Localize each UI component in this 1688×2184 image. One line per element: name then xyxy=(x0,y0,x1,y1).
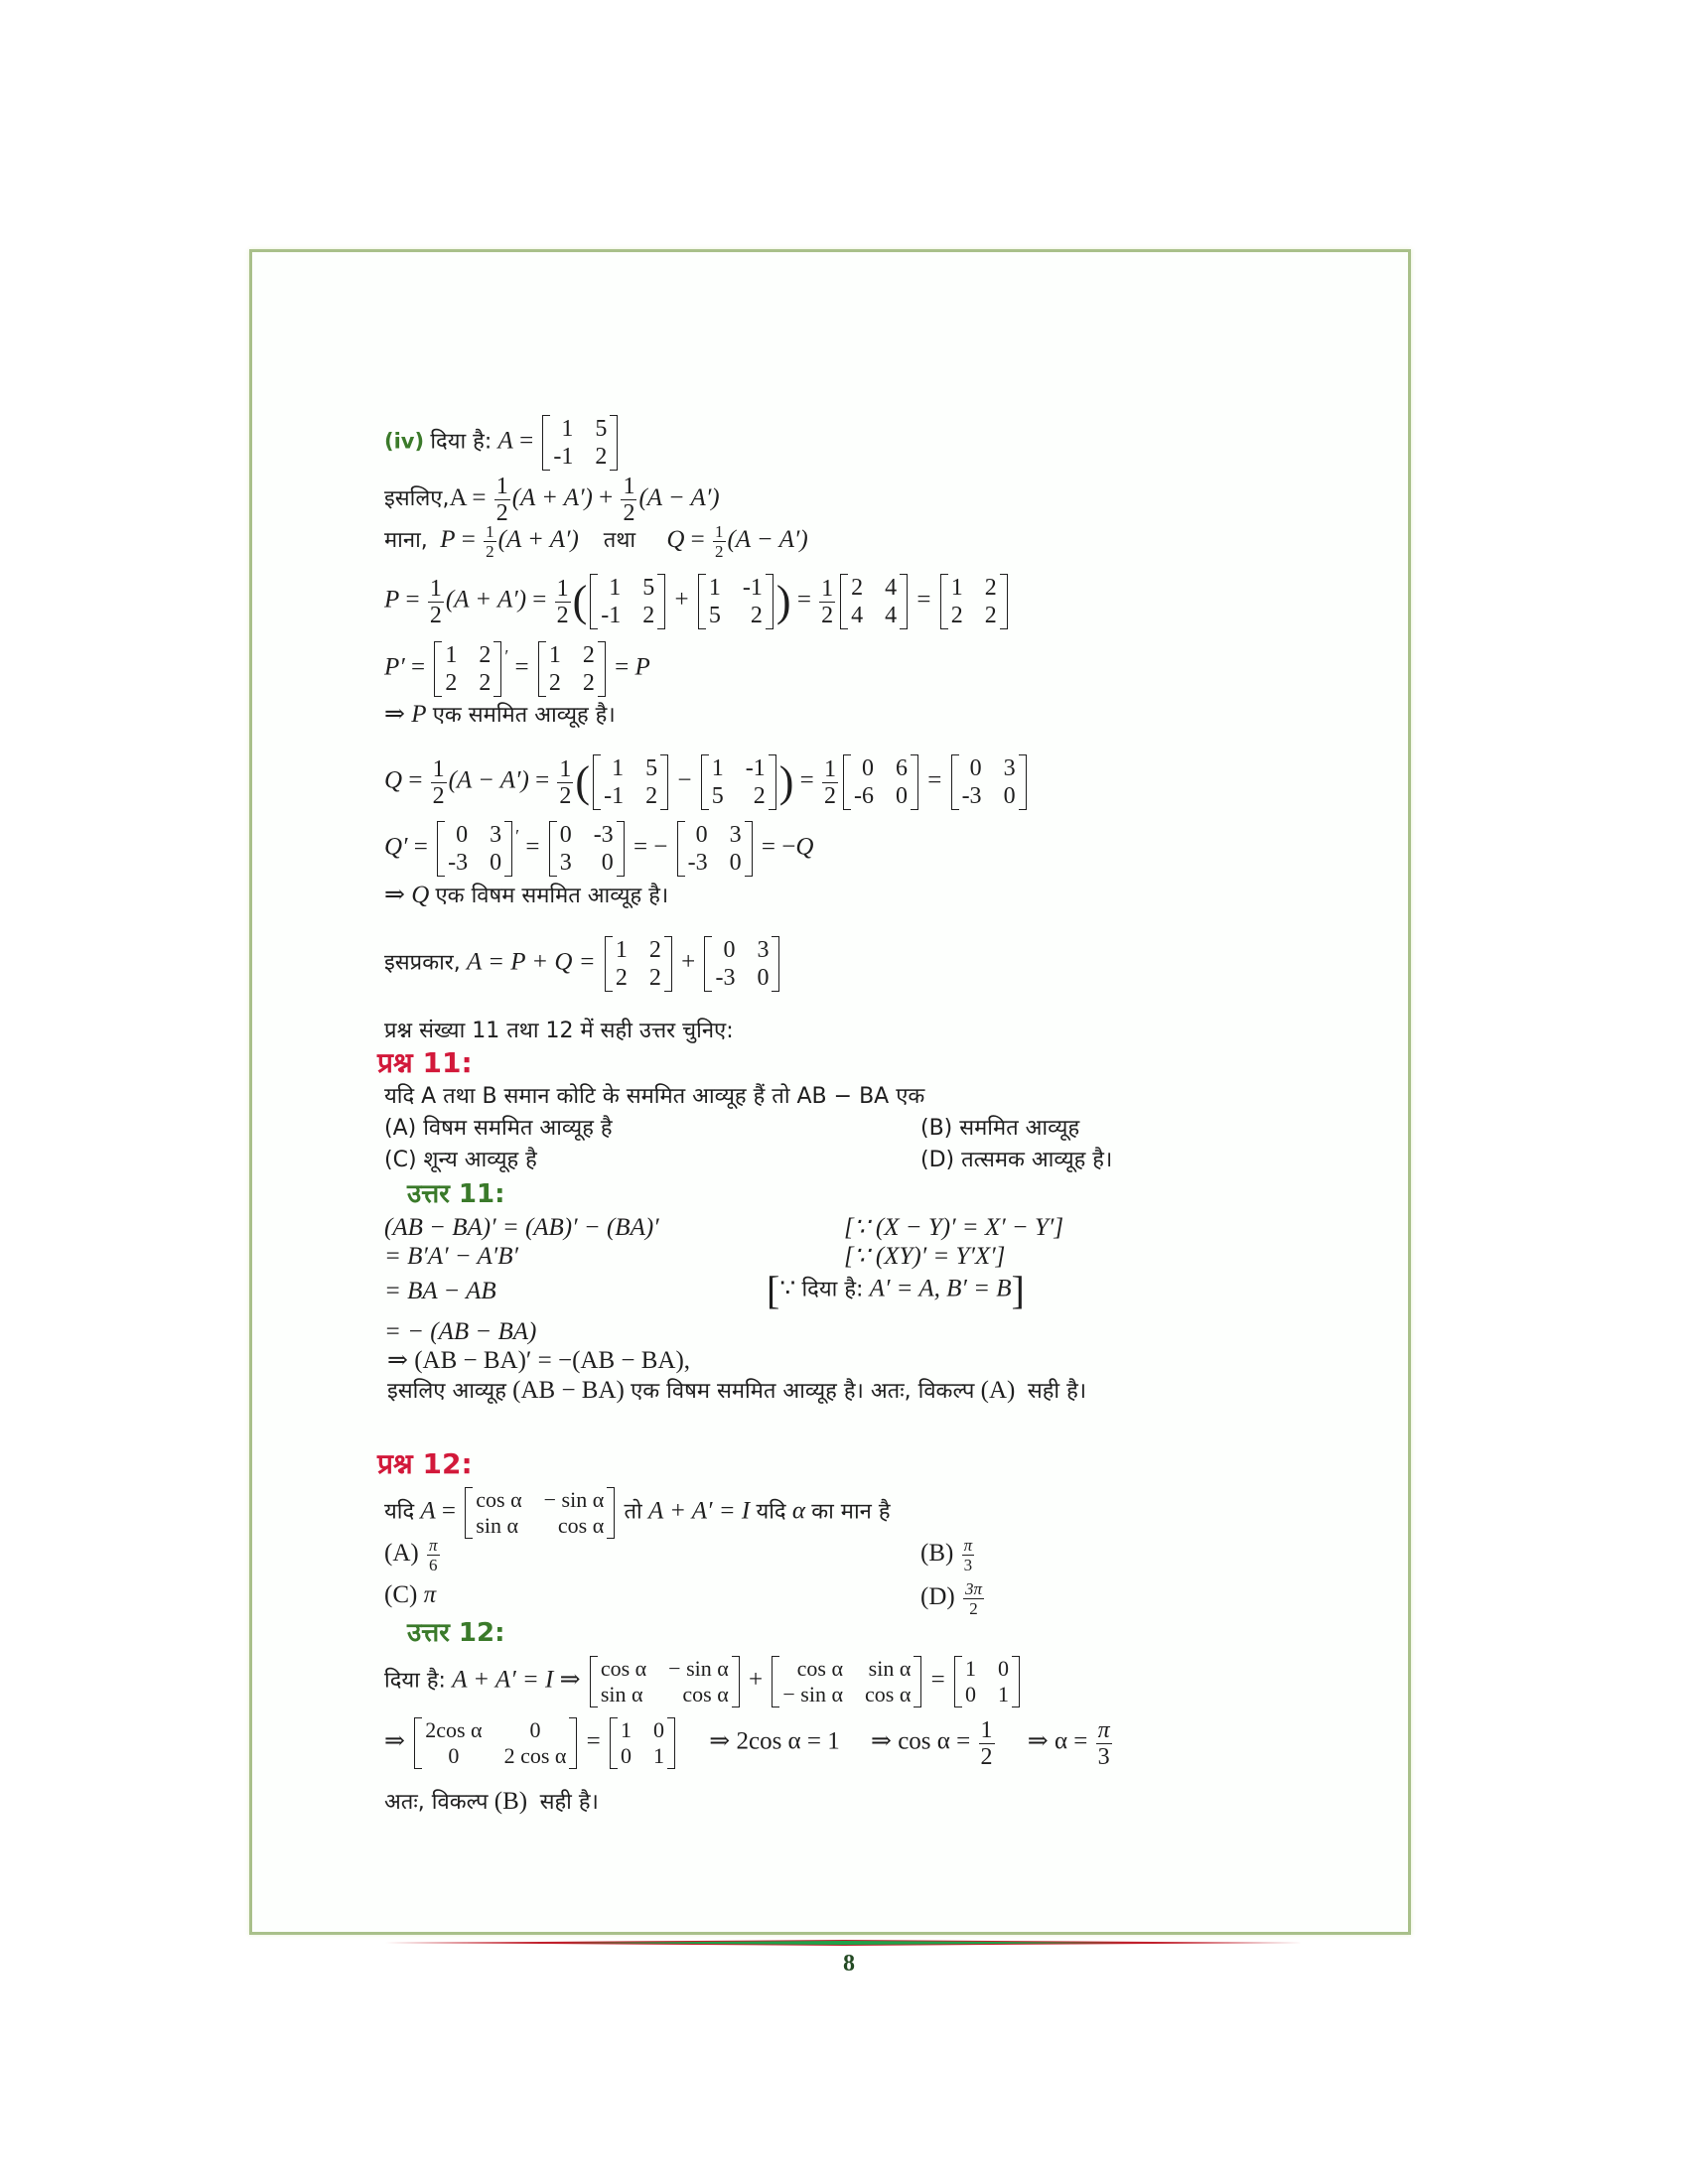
Q-skew-line: ⇒ Q एक विषम सममित आव्यूह है। xyxy=(384,882,669,908)
Q-calculation: Q = $\frac{1}{2}$ (A − A′) = $\frac{1}{2}$ ( 1 5 -1 2 − 1 -1 5 2 ) = $\frac{1}{2}$ 0 6 -6 0 = 0 3 -3 0 xyxy=(384,754,1030,810)
and-text: तथा xyxy=(603,528,636,554)
thus-text: इसप्रकार, xyxy=(384,950,461,976)
part-iv-label: (iv) xyxy=(384,429,425,454)
a12-steps-line: ⇒ 2cos α 0 0 2 cos α = 1 0 0 1 ⇒ 2cos α = 1 ⇒ cos α = $\frac{1}{2}$ ⇒ α = $\frac{\pi}{3}$ xyxy=(384,1716,1110,1770)
final-sum-line: इसप्रकार, A = P + Q = 1 2 2 2 + 0 3 -3 0 xyxy=(384,936,782,992)
P-symmetric-text: एक सममित आव्यूह है। xyxy=(432,703,616,728)
q11-option-b: (B) सममित आव्यूह xyxy=(920,1116,1080,1141)
q12-option-c: (C) π xyxy=(384,1581,437,1608)
instruction-text: प्रश्न संख्या 11 तथा 12 में सही उत्तर चुनिए: xyxy=(384,1019,734,1043)
let-text: माना, xyxy=(384,528,428,554)
given-text: दिया है: xyxy=(430,429,492,455)
a11-step-1: (AB − BA)′ = (AB)′ − (BA)′ xyxy=(384,1214,659,1241)
a11-reason-1: [∵ (X − Y)′ = X′ − Y′] xyxy=(844,1214,1064,1241)
Q-transpose-line: Q′ = 0 3 -3 0 ′ = 0 -3 3 0 = − 0 3 -3 0 = −Q xyxy=(384,822,814,876)
P-calculation: P = $\frac{1}{2}$ (A + A′) = $\frac{1}{2}$ ( 1 5 -1 2 + 1 -1 5 2 ) = $\frac{1}{2}$ 2 4 4 4 = 1 2 2 2 xyxy=(384,574,1011,629)
decomposition-line: इसलिए,A = $\frac{1}{2}$ (A + A′) + $\frac{1}{2}$ (A − A′) xyxy=(384,474,720,526)
a12-conclusion: अतः, विकल्प (B) सही है। xyxy=(384,1788,599,1815)
question-12-heading: प्रश्न 12: xyxy=(377,1447,473,1480)
let-line: माना, P = $\frac{1}{2}$ (A + A′) तथा Q = $\frac{1}{2}$ (A − A′) xyxy=(384,522,808,561)
question-11-heading: प्रश्न 11: xyxy=(377,1046,473,1079)
a11-reason-3: [∵ दिया है: A′ = A, B′ = B] xyxy=(767,1268,1025,1312)
answer-11-heading: उत्तर 11: xyxy=(407,1179,505,1209)
footer-rule xyxy=(385,1940,1303,1946)
q11-option-c: (C) शून्य आव्यूह है xyxy=(384,1148,537,1172)
P-transpose-line: P′ = 1 2 2 2 ′ = 1 2 2 2 = P xyxy=(384,642,650,696)
question-11-text: यदि A तथा B समान कोटि के सममित आव्यूह हैं तो AB − BA एक xyxy=(384,1084,925,1109)
a12-given-line: दिया है: A + A′ = I ⇒ cos α − sin α sin α cos α + cos α sin α − sin α cos α = 1 0 0 1 xyxy=(384,1656,1023,1707)
matrix-A: 1 5 -1 2 xyxy=(542,415,618,471)
Q-skew-text: एक विषम सममित आव्यूह है। xyxy=(435,884,669,908)
question-12-text: यदि A = cos α − sin α sin α cos α तो A + A′ = I यदि α का मान है xyxy=(384,1487,891,1538)
q12-option-a: (A) $\frac{\pi}{6}$ xyxy=(384,1536,438,1574)
q11-option-d: (D) तत्समक आव्यूह है। xyxy=(920,1148,1113,1172)
q12-option-b: (B) $\frac{\pi}{3}$ xyxy=(920,1536,973,1574)
part-iv-given-line: (iv) दिया है: A = 1 5 -1 2 xyxy=(384,415,621,471)
therefore-text: इसलिए, xyxy=(384,486,450,512)
page-number: 8 xyxy=(843,1951,855,1977)
a11-step-4: = − (AB − BA) xyxy=(384,1318,537,1345)
q12-option-d: (D) $\frac{3\pi}{2}$ xyxy=(920,1579,982,1618)
a11-step-5: ⇒ (AB − BA)′ = −(AB − BA), xyxy=(387,1347,691,1374)
P-symmetric-line: ⇒ P एक सममित आव्यूह है। xyxy=(384,701,616,728)
a11-step-3: = BA − AB xyxy=(384,1278,496,1304)
q11-option-a: (A) विषम सममित आव्यूह है xyxy=(384,1116,613,1141)
a11-reason-2: [∵ (XY)′ = Y′X′] xyxy=(844,1243,1006,1270)
a11-conclusion: इसलिए आव्यूह (AB − BA) एक विषम सममित आव्यूह है। अतः, विकल्प (A) सही है। xyxy=(387,1377,1087,1404)
a11-step-2: = B′A′ − A′B′ xyxy=(384,1243,518,1270)
answer-12-heading: उत्तर 12: xyxy=(407,1618,505,1648)
